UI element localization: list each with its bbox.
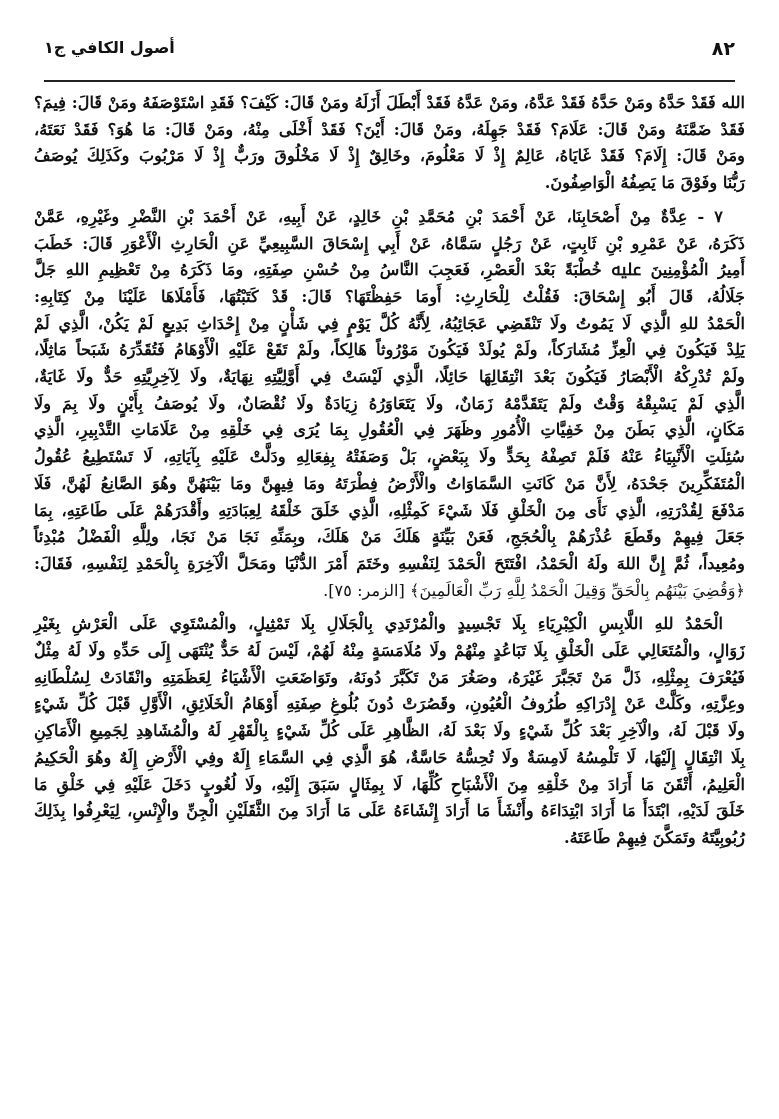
running-title: أصول الكافي ج١: [44, 38, 175, 57]
paragraph-1: [34, 90, 745, 197]
text-line: رَبُّنَا وفَوْقَ مَا يَصِفُهُ الْوَاصِفُونَ.: [544, 173, 745, 193]
quran-verse-line: ﴿وَقُضِيَ بَيْنَهُم بِالْحَقِّ وَقِيلَ الْحَمْدُ لِلَّهِ رَبِّ الْعَالَمِينَ﴾ [الزمر: ٧٥].: [323, 580, 745, 600]
text-line: مَكَانٍ، الَّذِي بَطَنَ مِنْ خَفِيَّاتِ الْأُمُورِ وظَهَرَ فِي الْعُقُولِ بِمَا يُرَى فِي خَلْقِهِ مِنْ عَلَامَاتِ التَّدْبِيرِ، الَّذِي: [34, 420, 745, 440]
text-line: وعِزَّتِهِ، وكَلَّتْ عَنْ إِدْرَاكِهِ طُرُوفُ الْعُيُونِ، وقَصُرَتْ دُونَ بُلُوغِ صِفَتِهِ أَوْهَامُ الْخَلَائِقِ، الْأَوَّلِ قَبْلَ كُلِّ شَيْءٍ: [34, 694, 745, 714]
header-rule: [44, 80, 735, 82]
text-line: فَقَدْ ضَمَّنَهُ ومَنْ قَالَ: عَلَامَ؟ فَقَدْ جَهِلَهُ، ومَنْ قَالَ: أَيْنَ؟ فَقَدْ أَخْلَى مِنْهُ، ومَنْ قَالَ: مَا هُوَ؟ فَقَدْ نَعَتَهُ،: [34, 119, 745, 139]
text-line: الْحَمْدُ للهِ الَّذِي لَا يَمُوتُ ولَا تَنْقَضِي عَجَائِبُهُ، لِأَنَّهُ كُلَّ يَوْمٍ فِي شَأْنٍ مِنْ إِحْدَاثِ بَدِيعٍ لَمْ يَكُنْ، الَّذِي لَمْ: [34, 313, 745, 333]
body-text: [34, 90, 745, 852]
text-line: الْعَلِيمُ، أَتْقَنَ مَا أَرَادَ مِنْ خَلْقِهِ مِنَ الْأَشْبَاحِ كُلِّهَا، لَا بِمِثَالٍ سَبَقَ إِلَيْهِ، ولَا لُغُوبٍ دَخَلَ عَلَيْهِ فِي خَلْقِ مَا: [34, 774, 745, 794]
page-number: ٨٢: [711, 38, 735, 60]
text-line: خَلَقَ لَدَيْهِ، ابْتَدَأَ مَا أَرَادَ ابْتِدَاءَهُ وأَنْشَأَ مَا أَرَادَ إِنْشَاءَهُ عَلَى مَا أَرَادَ مِنَ الثَّقَلَيْنِ الْجِنِّ والْإِنْسِ، لِيَعْرِفُوا بِذَلِكَ: [34, 801, 745, 821]
text-line: مَدْفَعَ لِقُدْرَتِهِ، الَّذِي نَأَى مِنَ الْخَلْقِ فَلَا شَيْءَ كَمِثْلِهِ، الَّذِي خَلَقَ خَلْقَهُ لِعِبَادَتِهِ وأَقْدَرَهُمْ عَلَى طَاعَتِهِ، بِمَا: [34, 500, 745, 520]
paragraph-3: [34, 611, 745, 851]
text-line: يَلِدْ فَيَكُونَ فِي الْعِزِّ مُشَارَكاً، ولَمْ يُولَدْ فَيَكُونَ مَوْرُوثاً هَالِكاً، ولَمْ تَقَعْ عَلَيْهِ الْأَوْهَامُ فَتُقَدِّرَهُ شَبَحاً مَاثِلًا،: [34, 340, 745, 360]
text-line: فَيُعْرَفَ بِمِثْلِهِ، ذَلَّ مَنْ تَجَبَّرَ غَيْرَهُ، وصَغُرَ مَنْ تَكَبَّرَ دُونَهُ، وتَوَاضَعَتِ الْأَشْيَاءُ لِعَظَمَتِهِ وانْقَادَتْ لِسُلْطَانِهِ: [34, 667, 745, 687]
text-line: سُئِلَتِ الْأَنْبِيَاءُ عَنْهُ فَلَمْ تَصِفْهُ بِحَدٍّ ولَا بِبَعْضٍ، بَلْ وَصَفَتْهُ بِفِعَالِهِ ودَلَّتْ عَلَيْهِ بِآيَاتِهِ، لَا تَسْتَطِيعُ عُقُولُ: [34, 447, 745, 467]
text-line: ذَكَرَهُ، عَنْ عَمْرِو بْنِ ثَابِتٍ، عَنْ رَجُلٍ سَمَّاهُ، عَنْ أَبِي إِسْحَاقَ السَّبِيعِيِّ عَنِ الْحَارِثِ الْأَعْوَرِ قَالَ: خَطَبَ: [34, 233, 745, 253]
text-line: جَلَالُهُ، قَالَ أَبُو إِسْحَاقَ: فَقُلْتُ لِلْحَارِثِ: أَومَا حَفِظْتَهَا؟ قَالَ: قَدْ كَتَبْتُهَا، فَأَمْلَاهَا عَلَيْنَا مِنْ كِتَابِهِ:: [34, 286, 745, 306]
text-line: أَمِيرُ الْمُؤْمِنِينَ ﷷ خُطْبَةً بَعْدَ الْعَصْرِ، فَعَجِبَ النَّاسُ مِنْ حُسْنِ صِفَتِهِ، ومَا ذَكَرَهُ مِنْ تَعْظِيمِ اللهِ جَلَّ: [34, 260, 745, 280]
text-line: ومُعِيداً، ثُمَّ إِنَّ اللهَ ولَهُ الْحَمْدُ، افْتَتَحَ الْحَمْدَ لِنَفْسِهِ وخَتَمَ أَمْرَ الدُّنْيَا ومَحَلَّ الْآخِرَةِ بِالْحَمْدِ لِنَفْسِهِ، فَقَالَ:: [34, 553, 745, 573]
text-line: الْحَمْدُ للهِ اللَّابِسِ الْكِبْرِيَاءِ بِلَا تَجْسِيدٍ والْمُرْتَدِي بِالْجَلَالِ بِلَا تَمْثِيلٍ، والْمُسْتَوِي عَلَى الْعَرْشِ بِغَيْرِ: [34, 614, 723, 634]
text-line: زَوَالٍ، والْمُتَعَالِي عَلَى الْخَلْقِ بِلَا تَبَاعُدٍ مِنْهُمْ ولَا مُلَامَسَةٍ مِنْهُ لَهُمْ، لَيْسَ لَهُ حَدٌّ يُنْتَهَى إِلَى حَدِّهِ ولَا لَهُ مِثْلٌ: [34, 641, 745, 661]
text-line: رُبُوبِيَّتَهُ وتَمَكَّنَ فِيهِمْ طَاعَتَهُ.: [563, 827, 745, 847]
text-line: الَّذِي لَمْ يَسْبِقْهُ وَقْتٌ ولَمْ يَتَقَدَّمْهُ زَمَانٌ، ولَا يَتَعَاوَرُهُ زِيَادَةٌ ولَا نُقْصَانٌ، ولَا يُوصَفُ بِأَيْنٍ ولَا بِمَ ولَا: [34, 393, 745, 413]
text-line: الله فَقَدْ حَدَّهُ ومَنْ حَدَّهُ فَقَدْ عَدَّهُ، ومَنْ عَدَّهُ فَقَدْ أَبْطَلَ أَزَلَهُ ومَنْ قَالَ: كَيْفَ؟ فَقَدِ اسْتَوْصَفَهُ ومَنْ قَالَ: فِيمَ؟: [34, 93, 745, 112]
text-line: جَعَلَ فِيهِمْ وقَطَعَ عُذْرَهُمْ بِالْحُجَجِ، فَعَنْ بَيِّنَةٍ هَلَكَ مَنْ هَلَكَ، وبِمَنِّهِ نَجَا مَنْ نَجَا، ولِلَّهِ الْفَضْلُ مُبْدِئاً: [34, 527, 745, 547]
text-line: الْمُتَفَكِّرِينَ جَحْدَهُ، لِأَنَّ مَنْ كَانَتِ السَّمَاوَاتُ والْأَرْضُ فِطْرَتَهُ ومَا فِيهِنَّ ومَا بَيْنَهُنَّ وهُوَ الصَّانِعُ لَهُنَّ، فَلَا: [34, 473, 745, 493]
text-line: ولَا قَبْلَ لَهُ، والْآخِرِ بَعْدَ كُلِّ شَيْءٍ ولَا بَعْدَ لَهُ، الظَّاهِرِ عَلَى كُلِّ شَيْءٍ بِالْقَهْرِ لَهُ والْمُشَاهِدِ لِجَمِيعِ الْأَمَاكِنِ: [34, 721, 745, 741]
text-line: ولَمْ تُدْرِكْهُ الْأَبْصَارُ فَيَكُونَ بَعْدَ انْتِقَالِهَا حَائِلًا، الَّذِي لَيْسَتْ فِي أَوَّلِيَّتِهِ نِهَايَةٌ، ولَا لِآخِرِيَّتِهِ حَدٌّ ولَا غَايَةٌ،: [34, 367, 745, 387]
paragraph-2-hadith-7: [34, 204, 745, 605]
page-header: [44, 38, 735, 62]
text-line: بِلَا انْتِقَالٍ إِلَيْهَا، لَا تَلْمِسُهُ لَامِسَةٌ ولَا تُحِسُّهُ حَاسَّةٌ، هُوَ الَّذِي فِي السَّمَاءِ إِلَهٌ وفِي الْأَرْضِ إِلَهٌ وهُوَ الْحَكِيمُ: [34, 747, 745, 767]
text-line: ومَنْ قَالَ: إِلَامَ؟ فَقَدْ غَايَاهُ، عَالِمٌ إِذْ لَا مَعْلُومَ، وخَالِقٌ إِذْ لَا مَخْلُوقَ ورَبٌّ إِذْ لَا مَرْبُوبَ وكَذَلِكَ يُوصَفُ: [34, 146, 745, 166]
text-line: ٧ - عِدَّةٌ مِنْ أَصْحَابِنَا، عَنْ أَحْمَدَ بْنِ مُحَمَّدِ بْنِ خَالِدٍ، عَنْ أَبِيهِ، عَنْ أَحْمَدَ بْنِ النَّضْرِ وغَيْرِهِ، عَمَّنْ: [34, 206, 723, 226]
